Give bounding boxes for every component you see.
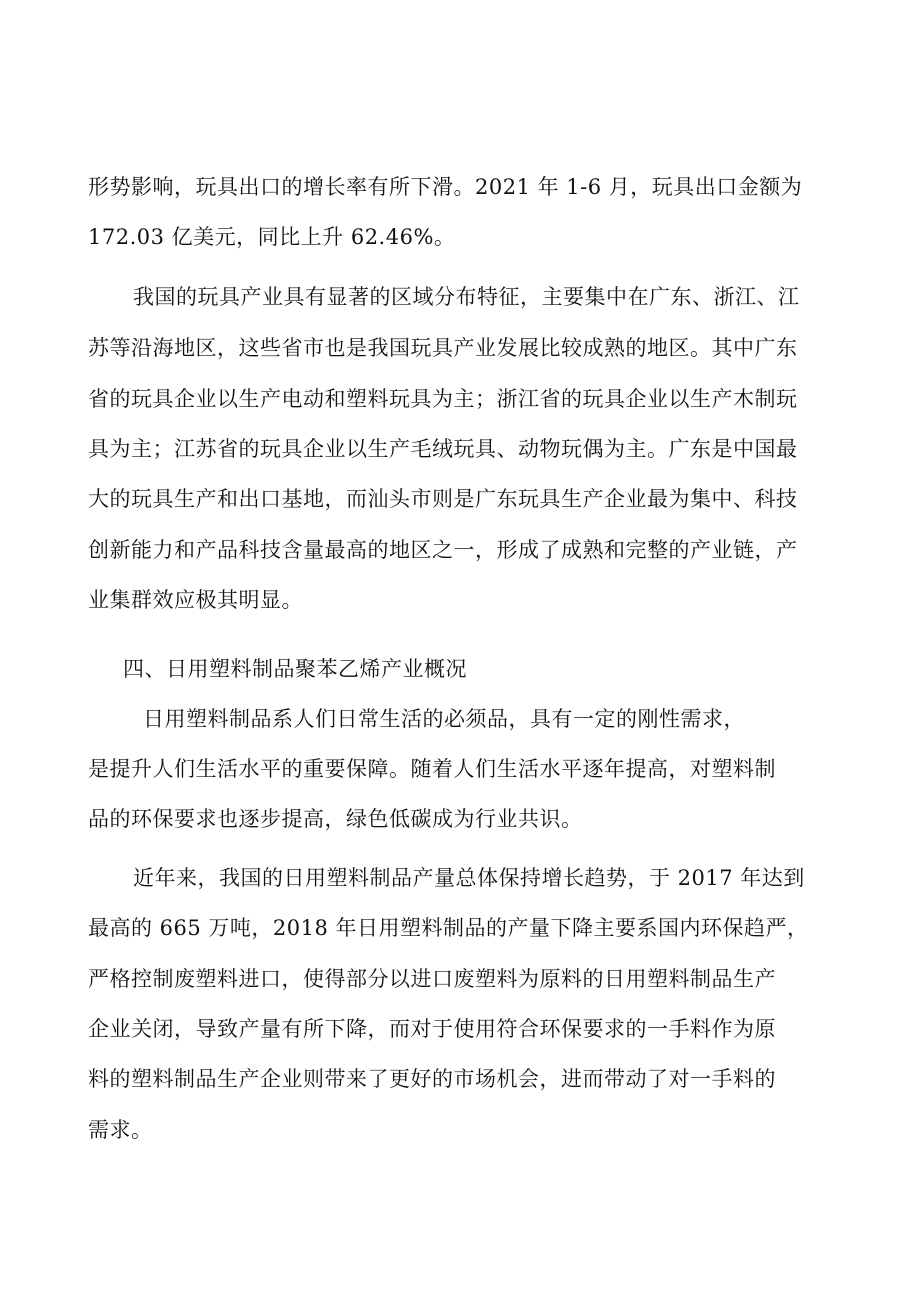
text-line: 日用塑料制品系人们日常生活的必须品，具有一定的刚性需求， [143, 707, 745, 731]
text-line: 企业关闭，导致产量有所下降，而对于使用符合环保要求的一手料作为原 [88, 1017, 776, 1041]
text-line: 具为主；江苏省的玩具企业以生产毛绒玩具、动物玩偶为主。广东是中国最 [88, 437, 798, 461]
text-line: 近年来，我国的日用塑料制品产量总体保持增长趋势，于 2017 年达到 [133, 866, 805, 890]
text-line: 大的玩具生产和出口基地，而汕头市则是广东玩具生产企业最为集中、科技 [88, 487, 798, 511]
text-line: 省的玩具企业以生产电动和塑料玩具为主；浙江省的玩具企业以生产木制玩 [88, 387, 798, 411]
text-line: 需求。 [88, 1118, 153, 1142]
text-line: 料的塑料制品生产企业则带来了更好的市场机会，进而带动了对一手料的 [88, 1067, 776, 1091]
text-line: 苏等沿海地区，这些省市也是我国玩具产业发展比较成熟的地区。其中广东 [88, 336, 798, 360]
text-line: 我国的玩具产业具有显著的区域分布特征，主要集中在广东、浙江、江 [133, 285, 800, 309]
text-line: 最高的 665 万吨，2018 年日用塑料制品的产量下降主要系国内环保趋严， [88, 916, 809, 940]
text-line: 是提升人们生活水平的重要保障。随着人们生活水平逐年提高，对塑料制 [88, 757, 776, 781]
text-line: 品的环保要求也逐步提高，绿色低碳成为行业共识。 [88, 807, 583, 831]
section-heading: 四、日用塑料制品聚苯乙烯产业概况 [123, 657, 467, 681]
text-line: 严格控制废塑料进口，使得部分以进口废塑料为原料的日用塑料制品生产 [88, 967, 776, 991]
text-line: 形势影响，玩具出口的增长率有所下滑。2021 年 1-6 月，玩具出口金额为 [88, 175, 803, 199]
text-line: 创新能力和产品科技含量最高的地区之一，形成了成熟和完整的产业链，产 [88, 538, 798, 562]
text-line: 172.03 亿美元，同比上升 62.46%。 [88, 225, 456, 249]
text-line: 业集群效应极其明显。 [88, 588, 303, 612]
